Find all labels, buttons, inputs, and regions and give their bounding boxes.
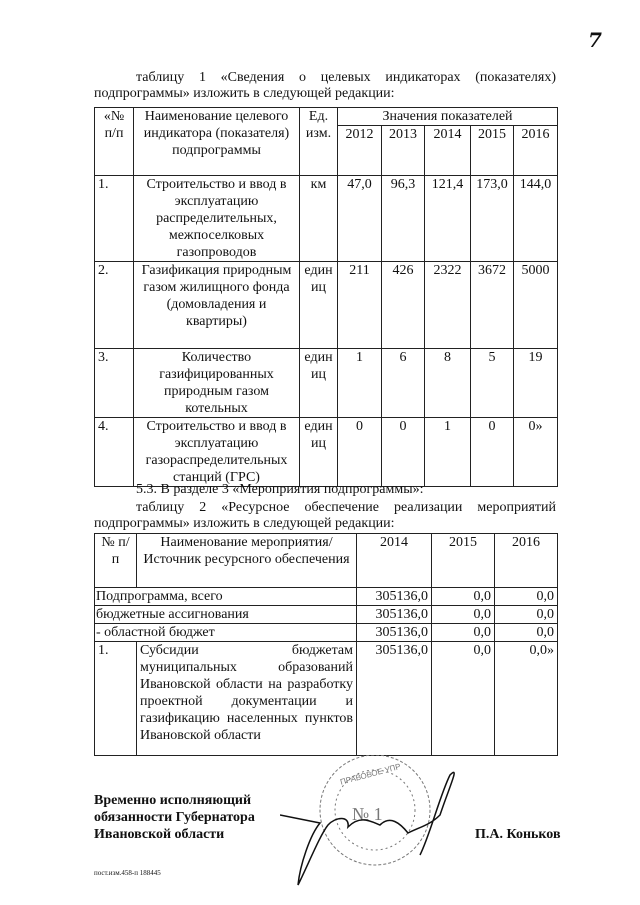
intro-line: таблицу 2 «Ресурсное обеспечение реализации мероприятий [136, 500, 556, 515]
summary-row [95, 606, 558, 624]
svg-text:ПРАВОВОЕ УПР: ПРАВОВОЕ УПР [339, 761, 402, 787]
stamp-and-signature [280, 755, 460, 895]
row-unit: единиц [300, 262, 338, 349]
row-name: Строительство и ввод в эксплуатацию газораспределительных станций (ГРС) [134, 418, 300, 487]
intro-table2 [94, 500, 556, 532]
indicators-table [94, 107, 558, 487]
header-values: Значения показателей [338, 108, 558, 126]
summary-value: 0,0 [495, 624, 558, 642]
row-num: 2. [95, 262, 134, 349]
summary-value: 305136,0 [357, 606, 432, 624]
header-num: № п/п [95, 534, 137, 588]
row-unit: единиц [300, 349, 338, 418]
summary-row [95, 588, 558, 606]
row-unit: км [300, 176, 338, 262]
intro-line: подпрограммы» изложить в следующей редакции: [94, 516, 395, 531]
signatory-title [94, 792, 255, 843]
table-row [95, 176, 558, 262]
header-year: 2016 [495, 534, 558, 588]
intro-table1 [94, 70, 556, 102]
row-value: 305136,0 [357, 642, 432, 756]
header-year: 2015 [471, 126, 514, 176]
row-value: 173,0 [471, 176, 514, 262]
header-name: Наименование мероприятия/Источник ресурсного обеспечения [137, 534, 357, 588]
header-name: Наименование целевого индикатора (показателя) подпрограммы [134, 108, 300, 176]
row-value: 2322 [425, 262, 471, 349]
row-value: 0 [471, 418, 514, 487]
row-value: 47,0 [338, 176, 382, 262]
row-value: 0 [382, 418, 425, 487]
footer-reference: пост.изм.458-п 188445 [94, 869, 161, 877]
header-year: 2016 [514, 126, 558, 176]
table-header-row [95, 534, 558, 588]
table-row [95, 418, 558, 487]
row-name: Субсидии бюджетам муниципальных образований Ивановской области на разработку проектной документации и газификацию населенных пунктов Ивановской области [137, 642, 357, 756]
row-num: 4. [95, 418, 134, 487]
row-name: Количество газифицированных природным газом котельных [134, 349, 300, 418]
row-value: 426 [382, 262, 425, 349]
row-value: 6 [382, 349, 425, 418]
summary-label: - областной бюджет [95, 624, 357, 642]
row-name: Строительство и ввод в эксплуатацию распределительных, межпоселковых газопроводов [134, 176, 300, 262]
table-header-row [95, 108, 558, 126]
row-value: 5000 [514, 262, 558, 349]
summary-value: 0,0 [432, 606, 495, 624]
header-num: «№ п/п [95, 108, 134, 176]
row-num: 3. [95, 349, 134, 418]
header-year: 2013 [382, 126, 425, 176]
intro-line: таблицу 1 «Сведения о целевых индикаторах (показателях) [136, 70, 556, 85]
summary-value: 305136,0 [357, 624, 432, 642]
section-heading: 5.3. В разделе 3 «Мероприятия подпрограммы»: [136, 482, 424, 497]
summary-value: 0,0 [432, 624, 495, 642]
row-unit: единиц [300, 418, 338, 487]
header-year: 2014 [357, 534, 432, 588]
row-value: 3672 [471, 262, 514, 349]
row-value: 5 [471, 349, 514, 418]
row-value: 144,0 [514, 176, 558, 262]
signatory-title-line: обязанности Губернатора [94, 810, 255, 825]
row-value: 1 [338, 349, 382, 418]
row-value: 211 [338, 262, 382, 349]
header-year: 2015 [432, 534, 495, 588]
row-value: 8 [425, 349, 471, 418]
signatory-name: П.А. Коньков [475, 827, 561, 842]
signatory-title-line: Временно исполняющий [94, 793, 252, 808]
header-year: 2014 [425, 126, 471, 176]
row-value: 96,3 [382, 176, 425, 262]
summary-value: 0,0 [495, 606, 558, 624]
summary-value: 0,0 [495, 588, 558, 606]
row-name: Газификация природным газом жилищного фонда (домовладения и квартиры) [134, 262, 300, 349]
handwritten-signature [280, 772, 454, 885]
header-year: 2012 [338, 126, 382, 176]
table-row [95, 349, 558, 418]
row-num: 1. [95, 642, 137, 756]
summary-row [95, 624, 558, 642]
official-stamp [320, 755, 430, 865]
row-value: 0» [514, 418, 558, 487]
summary-value: 305136,0 [357, 588, 432, 606]
row-value: 0 [338, 418, 382, 487]
intro-line: подпрограммы» изложить в следующей редакции: [94, 86, 395, 101]
row-num: 1. [95, 176, 134, 262]
signatory-title-line: Ивановской области [94, 827, 225, 842]
row-value: 19 [514, 349, 558, 418]
row-value: 1 [425, 418, 471, 487]
table-row [95, 262, 558, 349]
resources-table [94, 533, 558, 756]
summary-label: Подпрограмма, всего [95, 588, 357, 606]
header-unit: Ед. изм. [300, 108, 338, 176]
svg-text:№ 1: № 1 [352, 804, 383, 824]
row-value: 0,0 [432, 642, 495, 756]
page-number: 7 [588, 28, 602, 52]
row-value: 0,0» [495, 642, 558, 756]
table-row [95, 642, 558, 756]
summary-value: 0,0 [432, 588, 495, 606]
summary-label: бюджетные ассигнования [95, 606, 357, 624]
row-value: 121,4 [425, 176, 471, 262]
